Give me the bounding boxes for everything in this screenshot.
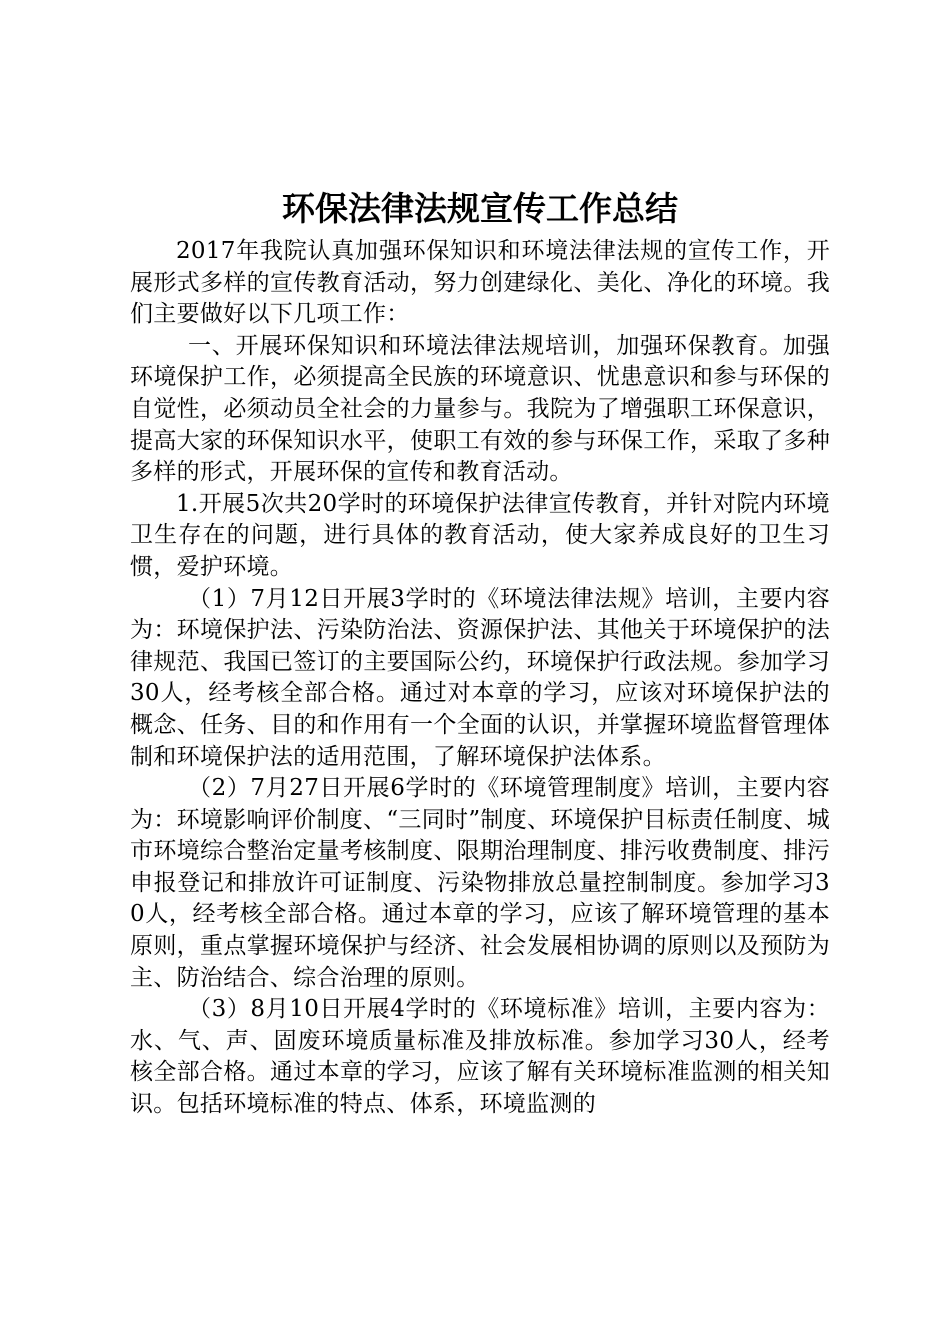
paragraph-section-1: 一、开展环保知识和环境法律法规培训，加强环保教育。加强环境保护工作，必须提高全民族的环境意识、忧患意识和参与环保的自觉性，必须动员全社会的力量参与。我院为了增强职工环保意识，提高大家的环保知识水平，使职工有效的参与环保工作，采取了多种多样的形式，开展环保的宣传和教育活动。 <box>130 332 830 486</box>
paragraph-training-3: （3）8月10日开展4学时的《环境标准》培训，主要内容为：水、气、声、固废环境质量标准及排放标准。参加学习30人，经考核全部合格。通过本章的学习，应该了解有关环境标准监测的相关知识。包括环境标准的特点、体系，环境监测的 <box>130 996 830 1118</box>
document-body <box>130 186 830 1121</box>
document-title: 环保法律法规宣传工作总结 <box>282 189 678 228</box>
paragraph-training-1: （1）7月12日开展3学时的《环境法律法规》培训，主要内容为：环境保护法、污染防治法、资源保护法、其他关于环境保护的法律规范、我国已签订的主要国际公约，环境保护行政法规。参加学习30人，经考核全部合格。通过对本章的学习，应该对环境保护法的概念、任务、目的和作用有一个全面的认识，并掌握环境监督管理体制和环境保护法的适用范围，了解环境保护法体系。 <box>130 585 830 770</box>
paragraph-item-1: 1.开展5次共20学时的环境保护法律宣传教育，并针对院内环境卫生存在的问题，进行具体的教育活动，使大家养成良好的卫生习惯，爱护环境。 <box>130 490 830 580</box>
paragraph-training-2: （2）7月27日开展6学时的《环境管理制度》培训，主要内容为：环境影响评价制度、“三同时”制度、环境保护目标责任制度、城市环境综合整治定量考核制度、限期治理制度、排污收费制度、排污申报登记和排放许可证制度、污染物排放总量控制制度。参加学习30人，经考核全部合格。通过本章的学习，应该了解环境管理的基本原则，重点掌握环境保护与经济、社会发展相协调的原则以及预防为主、防治结合、综合治理的原则。 <box>130 775 830 991</box>
paragraph-intro: 2017年我院认真加强环保知识和环境法律法规的宣传工作，开展形式多样的宣传教育活动，努力创建绿化、美化、净化的环境。我们主要做好以下几项工作： <box>130 238 830 328</box>
